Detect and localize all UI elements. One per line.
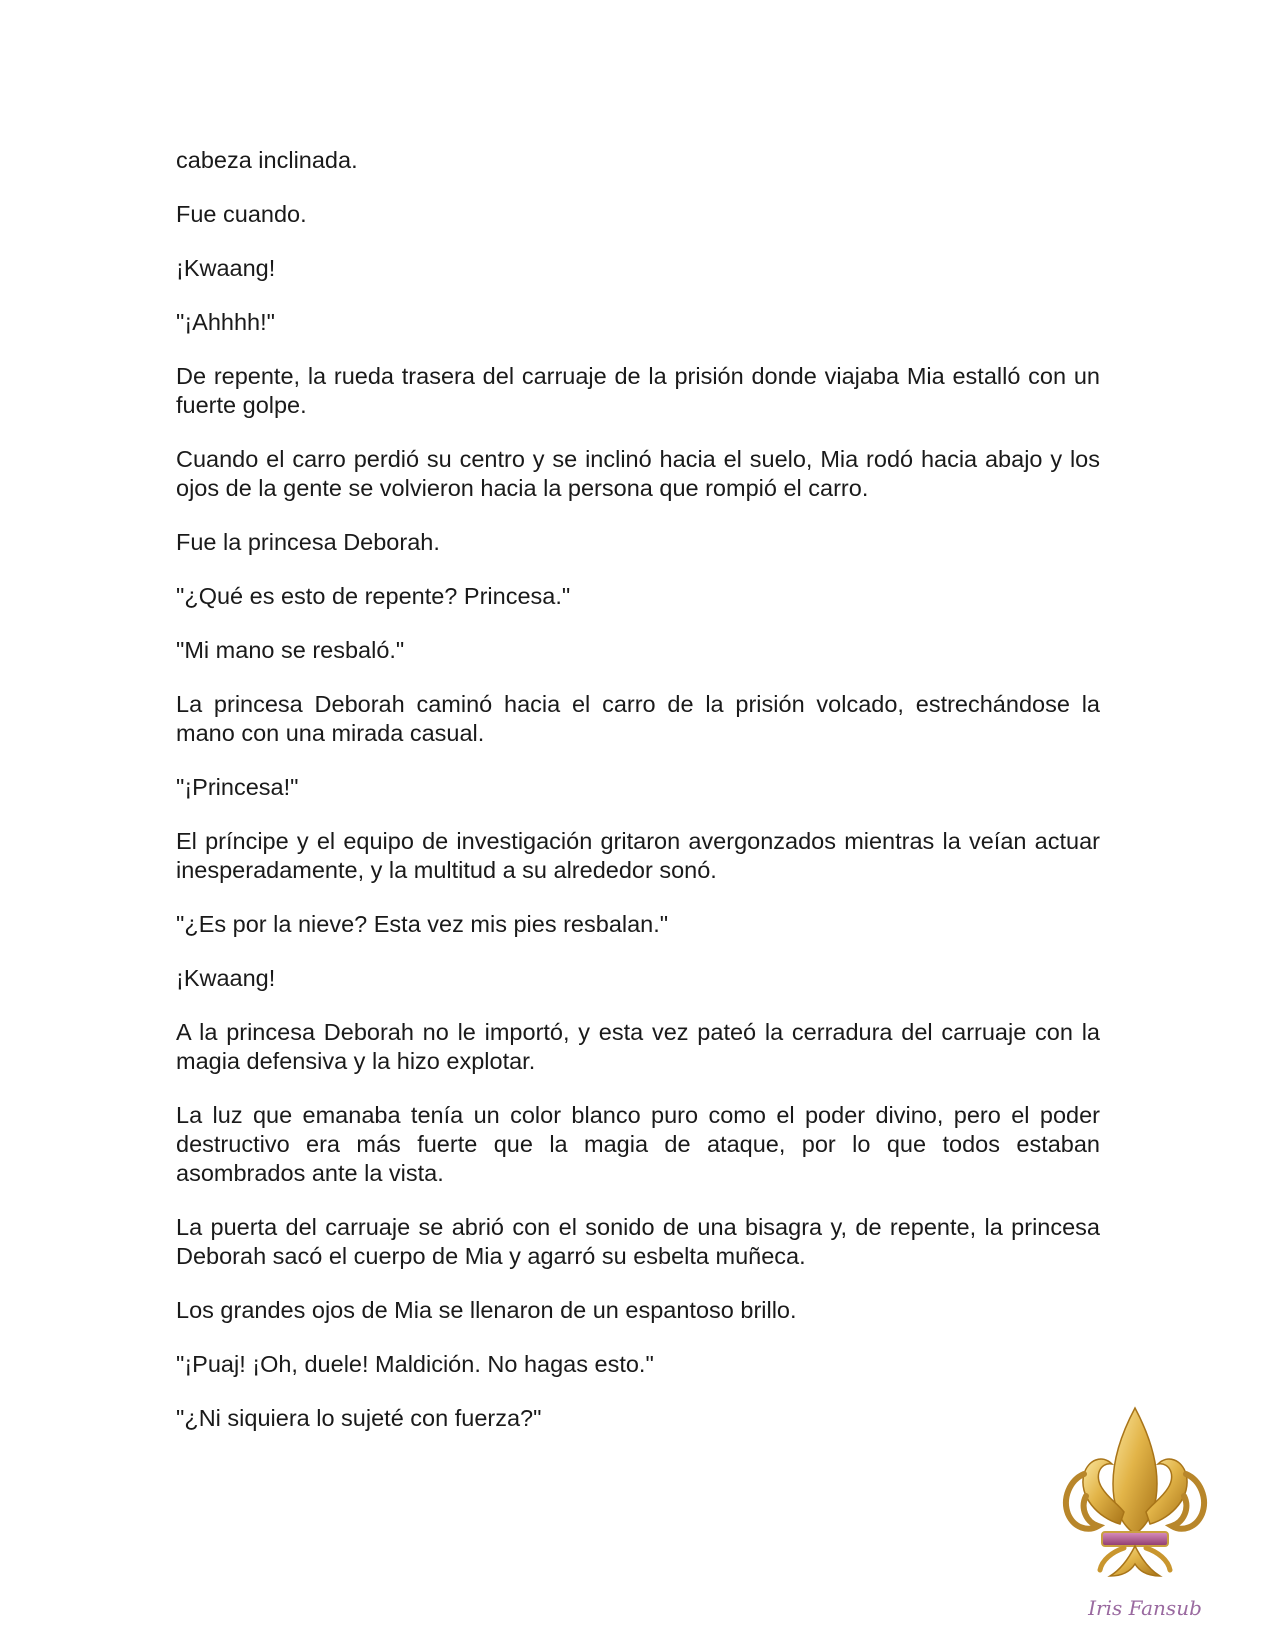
paragraph: Los grandes ojos de Mia se llenaron de un espantoso brillo. <box>176 1297 797 1323</box>
paragraph: De repente, la rueda trasera del carruaje de la prisión donde viajaba Mia estalló con un fuerte golpe. <box>176 363 1100 418</box>
paragraph: Fue cuando. <box>176 201 307 227</box>
watermark-logo <box>1040 1400 1230 1640</box>
paragraph: "¡Ahhhh!" <box>176 309 275 335</box>
paragraph: "¿Es por la nieve? Esta vez mis pies resbalan." <box>176 911 669 937</box>
paragraph: Cuando el carro perdió su centro y se inclinó hacia el suelo, Mia rodó hacia abajo y los ojos de la gente se volvieron hacia la persona que rompió el carro. <box>176 446 1100 501</box>
paragraph: ¡Kwaang! <box>176 965 276 991</box>
paragraph: ¡Kwaang! <box>176 255 276 281</box>
paragraph: "¿Qué es esto de repente? Princesa." <box>176 583 571 609</box>
watermark-text: Iris Fansub <box>1088 1596 1202 1620</box>
paragraph: La puerta del carruaje se abrió con el sonido de una bisagra y, de repente, la princesa Deborah sacó el cuerpo de Mia y agarró su esbelta muñeca. <box>176 1214 1100 1269</box>
paragraph: "¡Puaj! ¡Oh, duele! Maldición. No hagas esto." <box>176 1351 654 1377</box>
paragraph: "¡Princesa!" <box>176 774 299 800</box>
paragraph: La luz que emanaba tenía un color blanco puro como el poder divino, pero el poder destructivo era más fuerte que la magia de ataque, por lo que todos estaban asombrados ante la vista. <box>176 1102 1100 1186</box>
paragraph: El príncipe y el equipo de investigación gritaron avergonzados mientras la veían actuar inesperadamente, y la multitud a su alrededor sonó. <box>176 828 1100 883</box>
document-body <box>176 146 1100 1458</box>
paragraph: "Mi mano se resbaló." <box>176 637 405 663</box>
paragraph: cabeza inclinada. <box>176 147 358 173</box>
paragraph: Fue la princesa Deborah. <box>176 529 440 555</box>
paragraph: La princesa Deborah caminó hacia el carro de la prisión volcado, estrechándose la mano con una mirada casual. <box>176 691 1100 746</box>
paragraph: "¿Ni siquiera lo sujeté con fuerza?" <box>176 1405 542 1431</box>
paragraph: A la princesa Deborah no le importó, y esta vez pateó la cerradura del carruaje con la magia defensiva y la hizo explotar. <box>176 1019 1100 1074</box>
